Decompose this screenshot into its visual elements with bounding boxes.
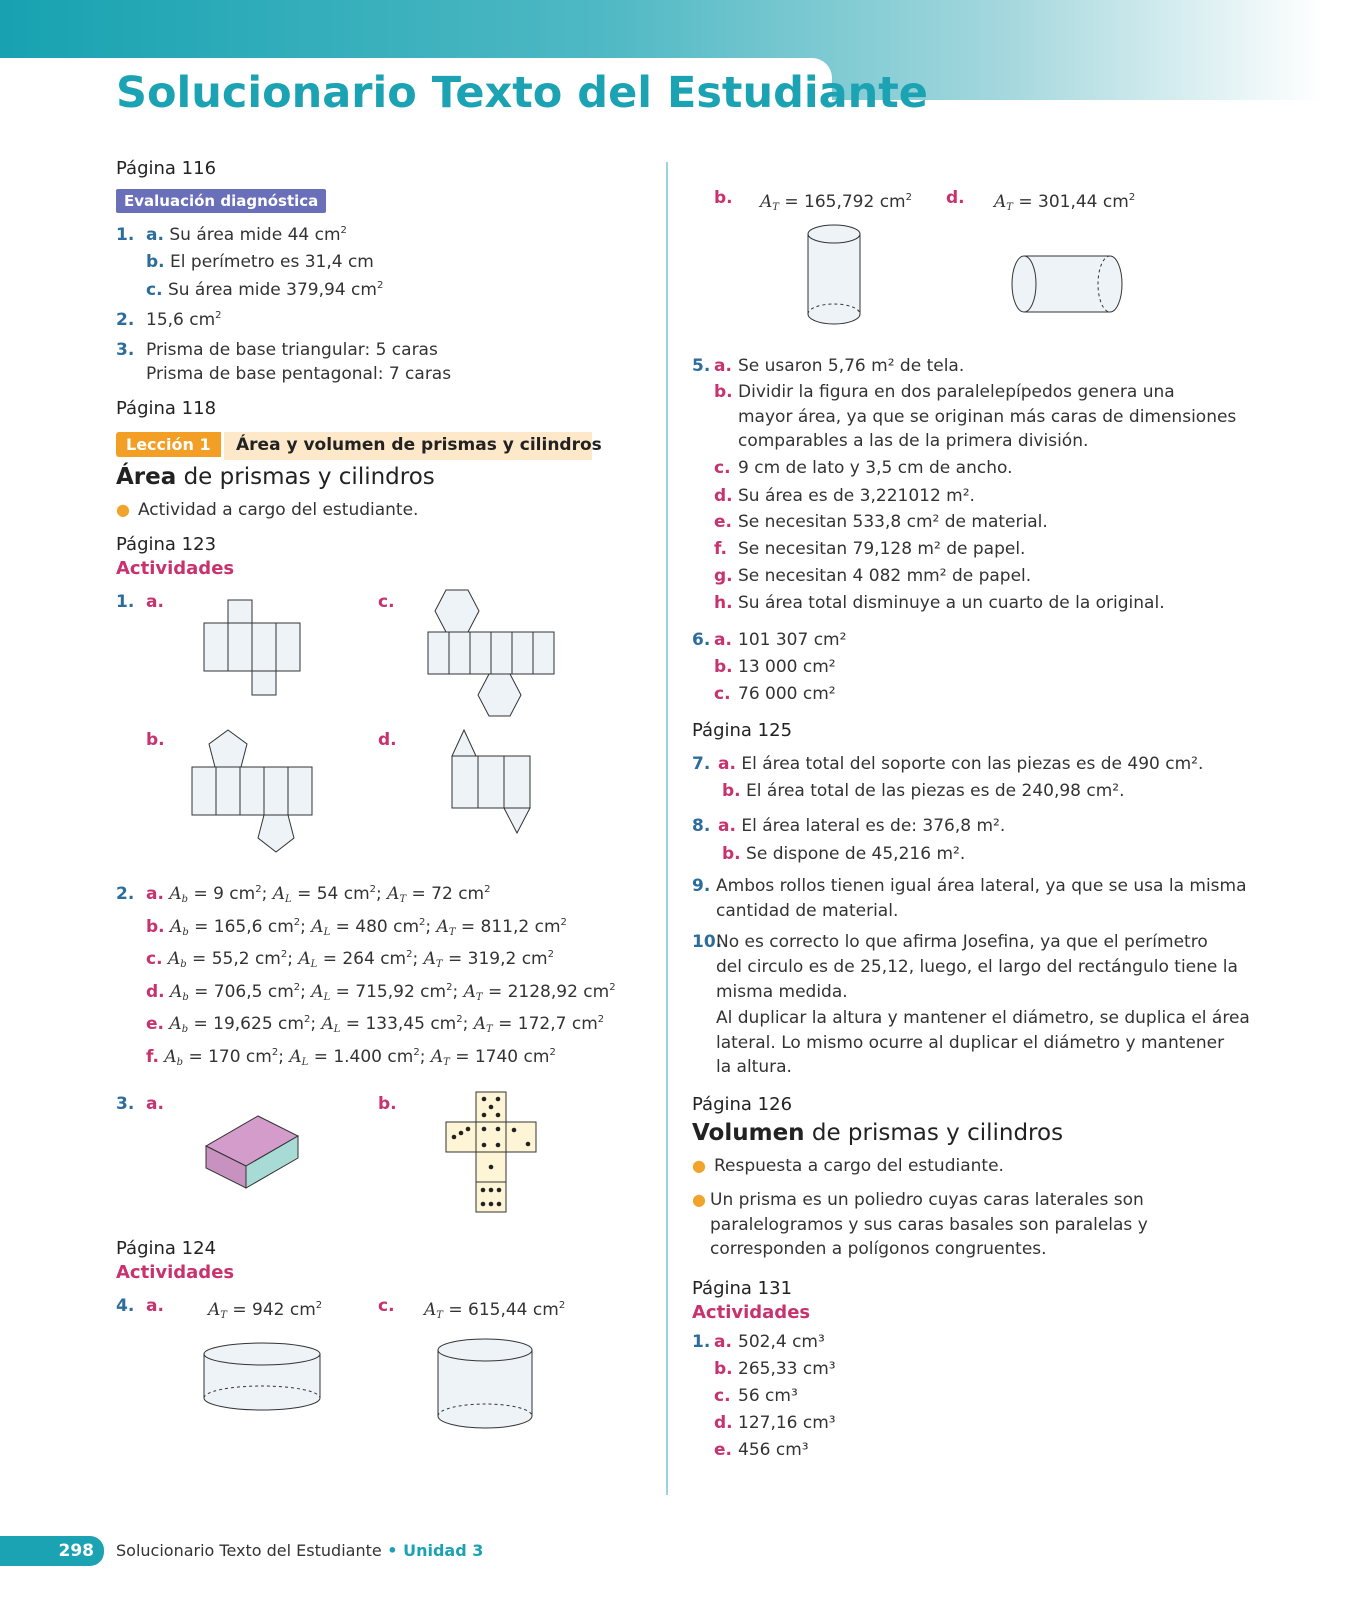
answer-9-line: cantidad de material.: [716, 900, 899, 921]
answer-7a: a. El área total del soporte con las piezas es de 490 cm².: [718, 754, 1204, 774]
cylinder-figure: [434, 1336, 536, 1436]
item-letter: c.: [714, 684, 731, 704]
volume-value: 265,33 cm³: [738, 1359, 836, 1379]
bullet-line: Un prisma es un poliedro cuyas caras laterales son: [710, 1190, 1144, 1210]
total-area-4a: $A_T = 942$ $cm^2$: [208, 1300, 323, 1321]
volume-value: 56 cm³: [738, 1386, 798, 1406]
total-area-4b: $A_T = 165,792$ $cm^2$: [760, 192, 912, 213]
volume-value: 502,4 cm³: [738, 1332, 825, 1352]
answer-5-line: Se necesitan 533,8 cm² de material.: [738, 512, 1048, 532]
item-letter: b.: [714, 382, 733, 402]
activities-heading: Actividades: [116, 558, 235, 579]
rectangular-box-figure: [202, 1112, 304, 1192]
area-result-row: c. $A_b = 55,2$ $cm^2$; $A_L = 264$ $cm^2$; $A_T = 319,2$ $cm^2$: [146, 949, 554, 970]
item-number: 1.: [116, 225, 135, 245]
answer-8a: a. El área lateral es de: 376,8 m².: [718, 816, 1006, 836]
item-letter: d.: [714, 1413, 733, 1433]
item-letter: b.: [714, 657, 733, 677]
answer-7b: b. El área total de las piezas es de 240,98 cm².: [722, 781, 1125, 801]
answer-10-line: del circulo es de 25,12, luego, el largo del rectángulo tiene la: [716, 957, 1238, 977]
answer-5-line: Su área total disminuye a un cuarto de la original.: [738, 593, 1165, 613]
page-number: 298: [0, 1536, 104, 1566]
item-letter: a.: [714, 630, 732, 650]
answer-2: 15,6 $cm^2$: [146, 310, 222, 330]
answer-6-value: 101 307 cm²: [738, 630, 847, 650]
lesson-title: Área y volumen de prismas y cilindros: [224, 432, 592, 460]
item-number: 4.: [116, 1296, 135, 1316]
item-letter: e.: [714, 1440, 732, 1460]
evaluation-badge: Evaluación diagnóstica: [116, 189, 326, 213]
item-letter: a.: [714, 1332, 732, 1352]
page-123-heading: Página 123: [116, 534, 217, 555]
answer-9-line: Ambos rollos tienen igual área lateral, ya que se usa la misma: [716, 876, 1247, 896]
pentagonal-prism-net-figure: [190, 726, 320, 858]
total-area-4d: $A_T = 301,44$ $cm^2$: [994, 192, 1136, 213]
item-letter: f.: [714, 539, 727, 559]
answer-10-line: la altura.: [716, 1057, 792, 1077]
horizontal-cylinder-figure: [1010, 252, 1126, 316]
item-letter: a.: [146, 1094, 164, 1114]
area-result-row: e. $A_b = 19,625$ $cm^2$; $A_L = 133,45$ $cm^2$; $A_T = 172,7$ $cm^2$: [146, 1014, 605, 1035]
area-section-title: Área de prismas y cilindros: [116, 464, 435, 490]
item-letter: g.: [714, 566, 733, 586]
page-124-heading: Página 124: [116, 1238, 217, 1259]
item-number: 1.: [692, 1332, 711, 1352]
item-letter: d.: [378, 730, 397, 750]
item-letter: b.: [714, 188, 733, 208]
item-letter: c.: [714, 458, 731, 478]
answer-10-line: lateral. Lo mismo ocurre al duplicar el diámetro y mantener: [716, 1033, 1225, 1053]
item-letter: b.: [146, 730, 165, 750]
column-divider: [666, 162, 668, 1495]
answer-3-line2: Prisma de base pentagonal: 7 caras: [146, 364, 452, 384]
item-number: 1.: [116, 592, 135, 612]
answer-5-line: mayor área, ya que se originan más caras de dimensiones: [738, 406, 1237, 427]
item-letter: a.: [146, 592, 164, 612]
item-letter: e.: [714, 512, 732, 532]
answer-6-value: 76 000 cm²: [738, 684, 836, 704]
item-letter: h.: [714, 593, 733, 613]
item-number: 10.: [692, 932, 723, 952]
answer-1a: a. Su área mide 44 $cm^2$: [146, 225, 347, 245]
dice-net-figure: [444, 1090, 540, 1216]
answer-10-line: No es correcto lo que afirma Josefina, ya que el perímetro: [716, 932, 1208, 952]
area-result-row: b. $A_b = 165,6$ $cm^2$; $A_L = 480$ $cm^2$; $A_T = 811,2$ $cm^2$: [146, 916, 567, 938]
bullet-line: paralelogramos y sus caras basales son paralelas y: [710, 1214, 1148, 1235]
answer-10-line: misma medida.: [716, 982, 848, 1002]
item-number: 9.: [692, 876, 711, 896]
area-result-row: f. $A_b = 170$ $cm^2$; $A_L = 1.400$ $cm^2$; $A_T = 1740$ $cm^2$: [146, 1046, 556, 1068]
triangular-prism-net-figure: [446, 726, 536, 838]
item-letter: d.: [714, 486, 733, 506]
area-result-row: a. $A_b = 9$ $cm^2$; $A_L = 54$ $cm^2$; $A_T = 72$ $cm^2$: [146, 884, 491, 905]
answer-3-line1: Prisma de base triangular: 5 caras: [146, 340, 438, 360]
bullet-item: ● Respuesta a cargo del estudiante.: [692, 1156, 1004, 1176]
answer-5-line: 9 cm de lato y 3,5 cm de ancho.: [738, 458, 1013, 478]
lesson-badge: Lección 1: [116, 432, 221, 457]
bullet-item: ●: [692, 1190, 706, 1209]
page-title: Solucionario Texto del Estudiante: [116, 68, 928, 118]
item-letter: b.: [714, 1359, 733, 1379]
answer-5-line: Su área es de 3,221012 m².: [738, 486, 975, 506]
answer-10-line: Al duplicar la altura y mantener el diámetro, se duplica el área: [716, 1008, 1250, 1028]
item-number: 3.: [116, 340, 135, 360]
item-letter: a.: [714, 356, 732, 376]
item-number: 2.: [116, 884, 135, 904]
page-131-heading: Página 131: [692, 1278, 793, 1299]
area-result-row: d. $A_b = 706,5$ $cm^2$; $A_L = 715,92$ $cm^2$; $A_T = 2128,92$ $cm^2$: [146, 981, 616, 1003]
answer-5-line: Se necesitan 79,128 m² de papel.: [738, 539, 1026, 559]
bullet-item: ● Actividad a cargo del estudiante.: [116, 500, 419, 520]
activities-heading: Actividades: [692, 1302, 811, 1323]
answer-5-line: Se usaron 5,76 m² de tela.: [738, 356, 965, 376]
item-number: 7.: [692, 754, 711, 774]
bullet-line: corresponden a polígonos congruentes.: [710, 1239, 1047, 1259]
answer-6-value: 13 000 cm²: [738, 657, 836, 677]
footer-text: Solucionario Texto del Estudiante • Unidad 3: [116, 1541, 484, 1560]
volume-value: 127,16 cm³: [738, 1413, 836, 1433]
page-126-heading: Página 126: [692, 1094, 793, 1115]
answer-1b: b. El perímetro es 31,4 cm: [146, 252, 374, 272]
activities-heading: Actividades: [116, 1262, 235, 1283]
item-number: 2.: [116, 310, 135, 330]
short-cylinder-figure: [200, 1340, 324, 1420]
item-letter: a.: [146, 1296, 164, 1316]
page-116-heading: Página 116: [116, 158, 217, 179]
hexagonal-prism-net-figure: [424, 586, 564, 736]
total-area-4c: $A_T = 615,44$ $cm^2$: [424, 1300, 566, 1321]
item-letter: c.: [714, 1386, 731, 1406]
volume-section-title: Volumen de prismas y cilindros: [692, 1120, 1064, 1146]
item-letter: b.: [378, 1094, 397, 1114]
item-letter: c.: [378, 592, 395, 612]
item-letter: c.: [378, 1296, 395, 1316]
answer-5-line: Se necesitan 4 082 mm² de papel.: [738, 566, 1032, 586]
answer-5-line: comparables a las de la primera división.: [738, 431, 1089, 451]
item-number: 3.: [116, 1094, 135, 1114]
item-letter: d.: [946, 188, 965, 208]
answer-8b: b. Se dispone de 45,216 m².: [722, 844, 966, 864]
item-number: 5.: [692, 356, 711, 376]
item-number: 6.: [692, 630, 711, 650]
volume-value: 456 cm³: [738, 1440, 809, 1460]
cube-net-figure: [200, 598, 310, 700]
page-125-heading: Página 125: [692, 720, 793, 741]
answer-1c: c. Su área mide 379,94 $cm^2$: [146, 280, 384, 300]
item-number: 8.: [692, 816, 711, 836]
page-118-heading: Página 118: [116, 398, 217, 419]
tall-cylinder-figure: [804, 222, 864, 334]
answer-5-line: Dividir la figura en dos paralelepípedos genera una: [738, 382, 1175, 402]
